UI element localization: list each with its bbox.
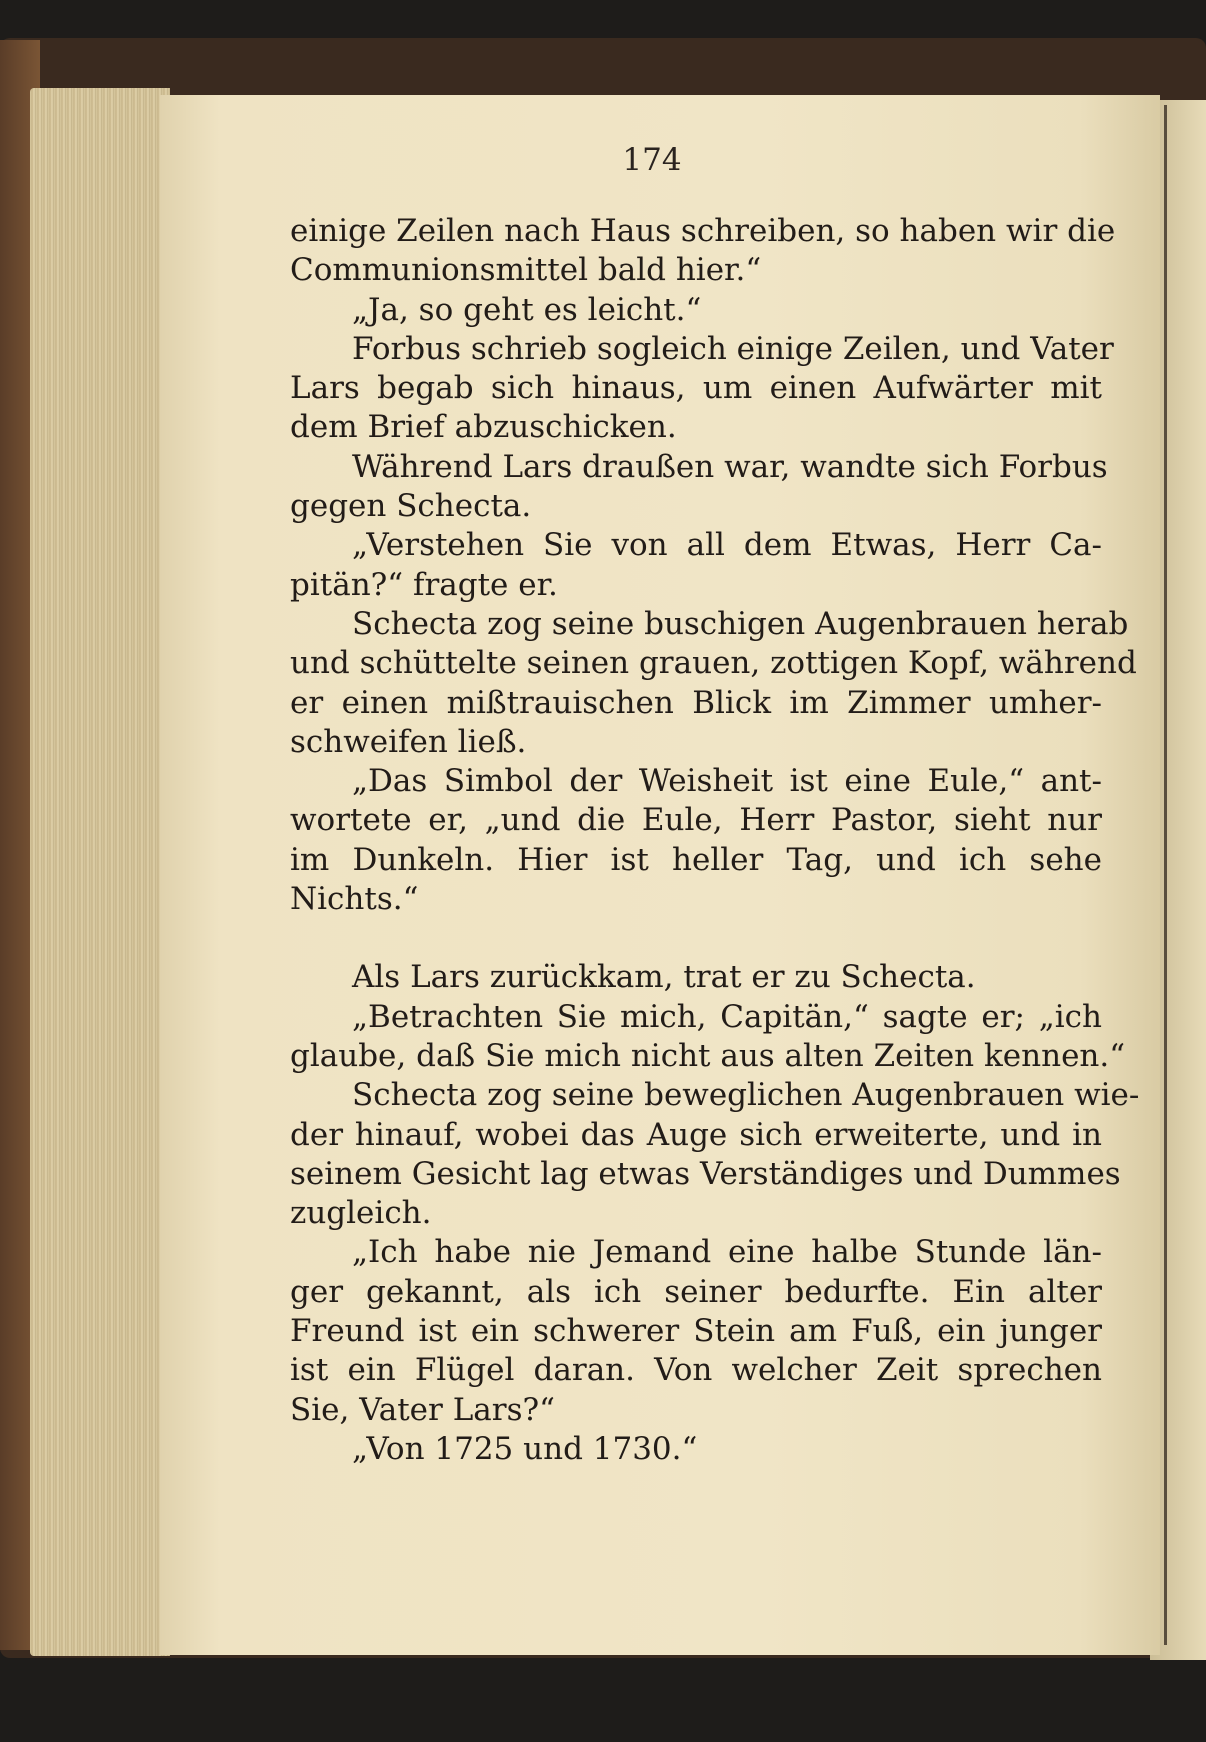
text-line: glaube, daß Sie mich nicht aus alten Zeiten kennen.“ [290, 1037, 1126, 1074]
text-line: der hinauf, wobei das Auge sich erweiterte, und in [290, 1116, 1102, 1153]
text-line: ger gekannt, als ich seiner bedurfte. Ein alter [290, 1273, 1102, 1310]
text-line: dem Brief abzuschicken. [290, 409, 677, 446]
page-number: 174 [622, 142, 682, 178]
text-line: Sie, Vater Lars?“ [290, 1391, 555, 1428]
gutter-line [1164, 105, 1167, 1645]
text-line: schweifen ließ. [290, 723, 527, 760]
text-line: Lars begab sich hinaus, um einen Aufwärter mit [290, 370, 1102, 407]
text-line: „Das Simbol der Weisheit ist eine Eule,“ ant- [352, 763, 1102, 800]
text-line: Freund ist ein schwerer Stein am Fuß, ein junger [290, 1313, 1102, 1350]
text-line: er einen mißtrauischen Blick im Zimmer umher- [290, 684, 1102, 721]
text-line: und schüttelte seinen grauen, zottigen Kopf, während [290, 645, 1137, 682]
text-line: Schecta zog seine beweglichen Augenbrauen wie- [352, 1077, 1140, 1114]
text-line: Forbus schrieb sogleich einige Zeilen, und Vater [352, 330, 1114, 367]
text-line: wortete er, „und die Eule, Herr Pastor, sieht nur [290, 802, 1102, 839]
text-line: ist ein Flügel daran. Von welcher Zeit sprechen [290, 1352, 1102, 1389]
text-line: „Betrachten Sie mich, Capitän,“ sagte er; „ich [352, 998, 1102, 1035]
text-line: einige Zeilen nach Haus schreiben, so haben wir die [290, 213, 1116, 249]
text-line: Communionsmittel bald hier.“ [290, 252, 762, 289]
text-line: im Dunkeln. Hier ist heller Tag, und ich sehe [290, 841, 1102, 878]
text-line: zugleich. [290, 1195, 432, 1232]
page-text [290, 212, 1140, 1469]
text-line: Während Lars draußen war, wandte sich Forbus [352, 448, 1108, 485]
page-stack-edge [30, 88, 170, 1656]
text-line: gegen Schecta. [290, 488, 532, 525]
text-line: seinem Gesicht lag etwas Verständiges und Dummes [290, 1155, 1121, 1192]
text-line: „Ich habe nie Jemand eine halbe Stunde län- [352, 1234, 1102, 1271]
text-line: „Ja, so geht es leicht.“ [352, 291, 702, 328]
text-line: Als Lars zurückkam, trat er zu Schecta. [352, 959, 976, 996]
text-line: Schecta zog seine buschigen Augenbrauen herab [352, 605, 1129, 642]
text-line: „Von 1725 und 1730.“ [352, 1430, 698, 1467]
text-line: „Verstehen Sie von all dem Etwas, Herr Ca- [352, 527, 1102, 564]
text-line: pitän?“ fragte er. [290, 566, 558, 603]
text-line: Nichts.“ [290, 881, 419, 918]
